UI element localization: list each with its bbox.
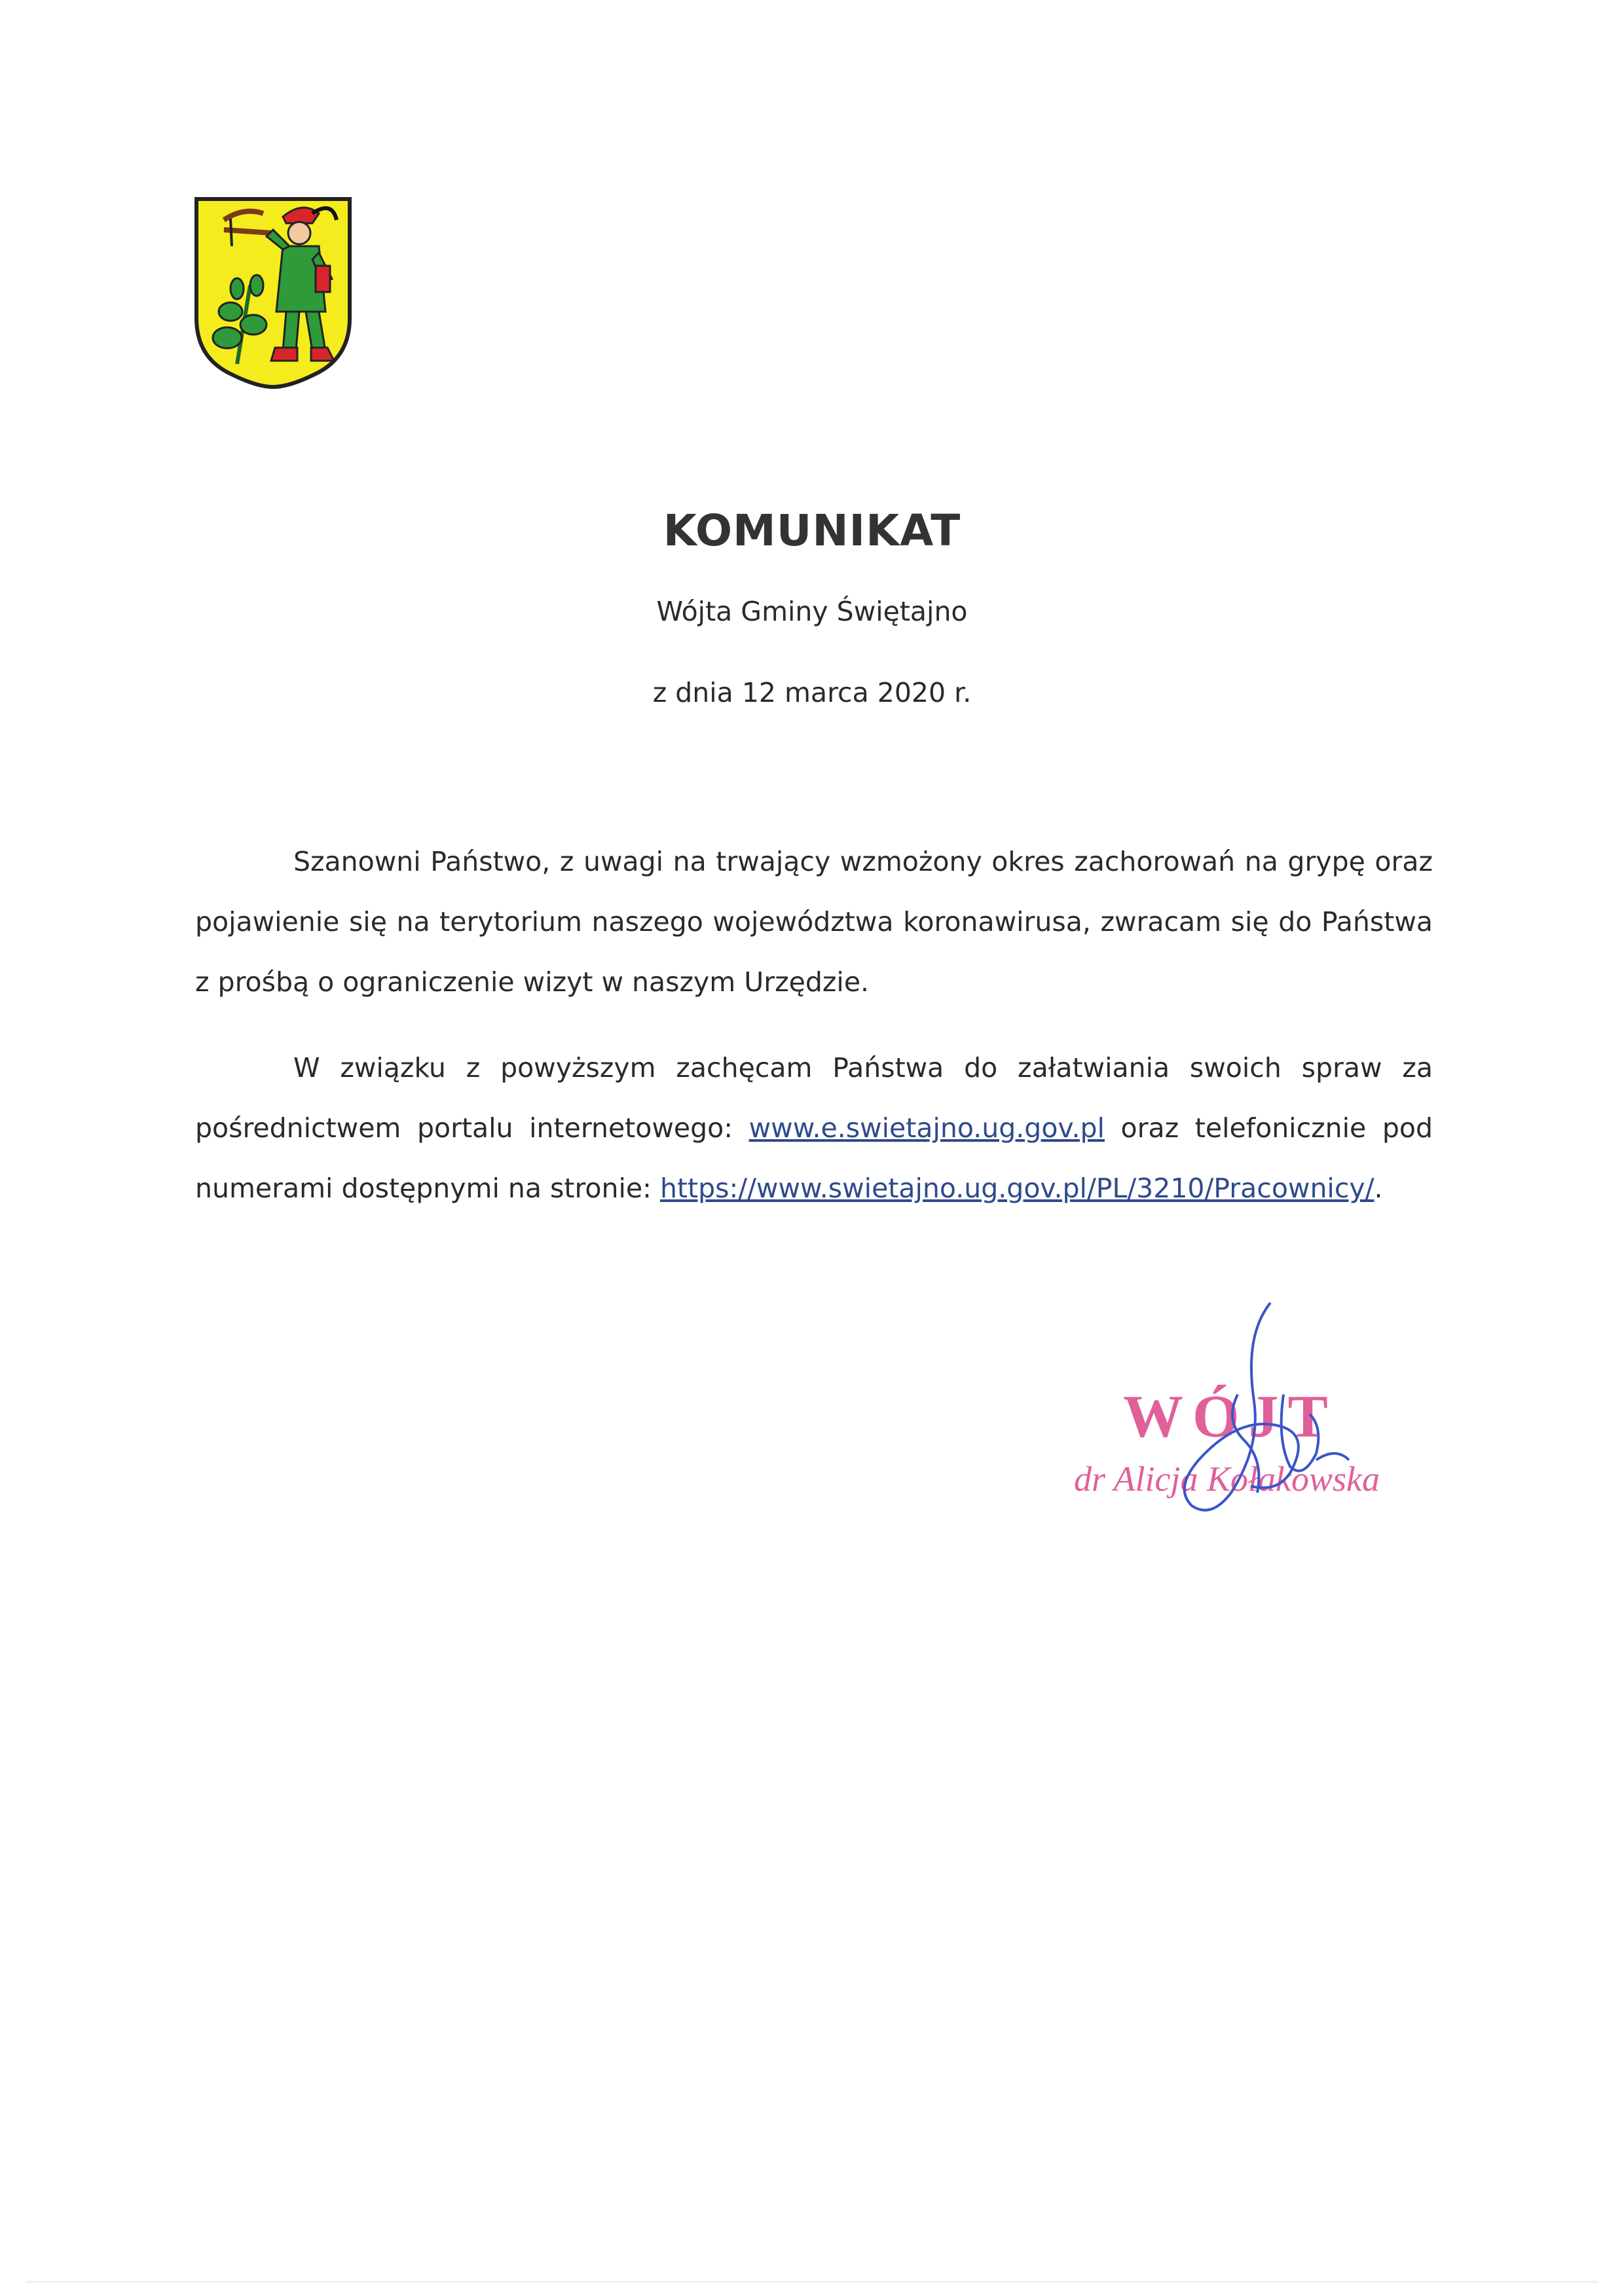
page-title: KOMUNIKAT (663, 505, 961, 556)
page-subtitle: Wójta Gminy Świętajno (656, 596, 968, 627)
paragraph-2-text (195, 1038, 1433, 1218)
portal-link[interactable]: www.e.swietajno.ug.gov.pl (748, 1112, 1105, 1144)
paragraph-2-intro: W związku z powyższym zachęcam Państwa do załatwiania swoich spraw za pośrednictwem portalu internetowego: (195, 1052, 1433, 1144)
stamp-title: WÓJT (1123, 1383, 1337, 1449)
paragraph-2-end: . (1374, 1173, 1383, 1204)
paragraph-1 (195, 831, 1433, 1012)
page-bottom-edge (26, 2281, 1598, 2283)
paragraph-2 (195, 1038, 1433, 1218)
paragraph-2-middle: oraz telefonicznie pod numerami dostępnymi na stronie: (195, 1112, 1433, 1204)
handwritten-signature-icon (1028, 1296, 1421, 1558)
coat-of-arms-icon (191, 194, 355, 390)
document-date: z dnia 12 marca 2020 r. (652, 677, 972, 708)
staff-page-link[interactable]: https://www.swietajno.ug.gov.pl/PL/3210/Pracownicy/ (659, 1173, 1375, 1204)
paragraph-1-text: Szanowni Państwo, z uwagi na trwający wzmożony okres zachorowań na grypę oraz pojawienie się na terytorium naszego województwa koronawirusa, zwracam się do Państwa z prośbą o ograniczenie wizyt w naszym Urzędzie. (195, 846, 1433, 998)
stamp-name: dr Alicja Kołakowska (1074, 1459, 1380, 1499)
